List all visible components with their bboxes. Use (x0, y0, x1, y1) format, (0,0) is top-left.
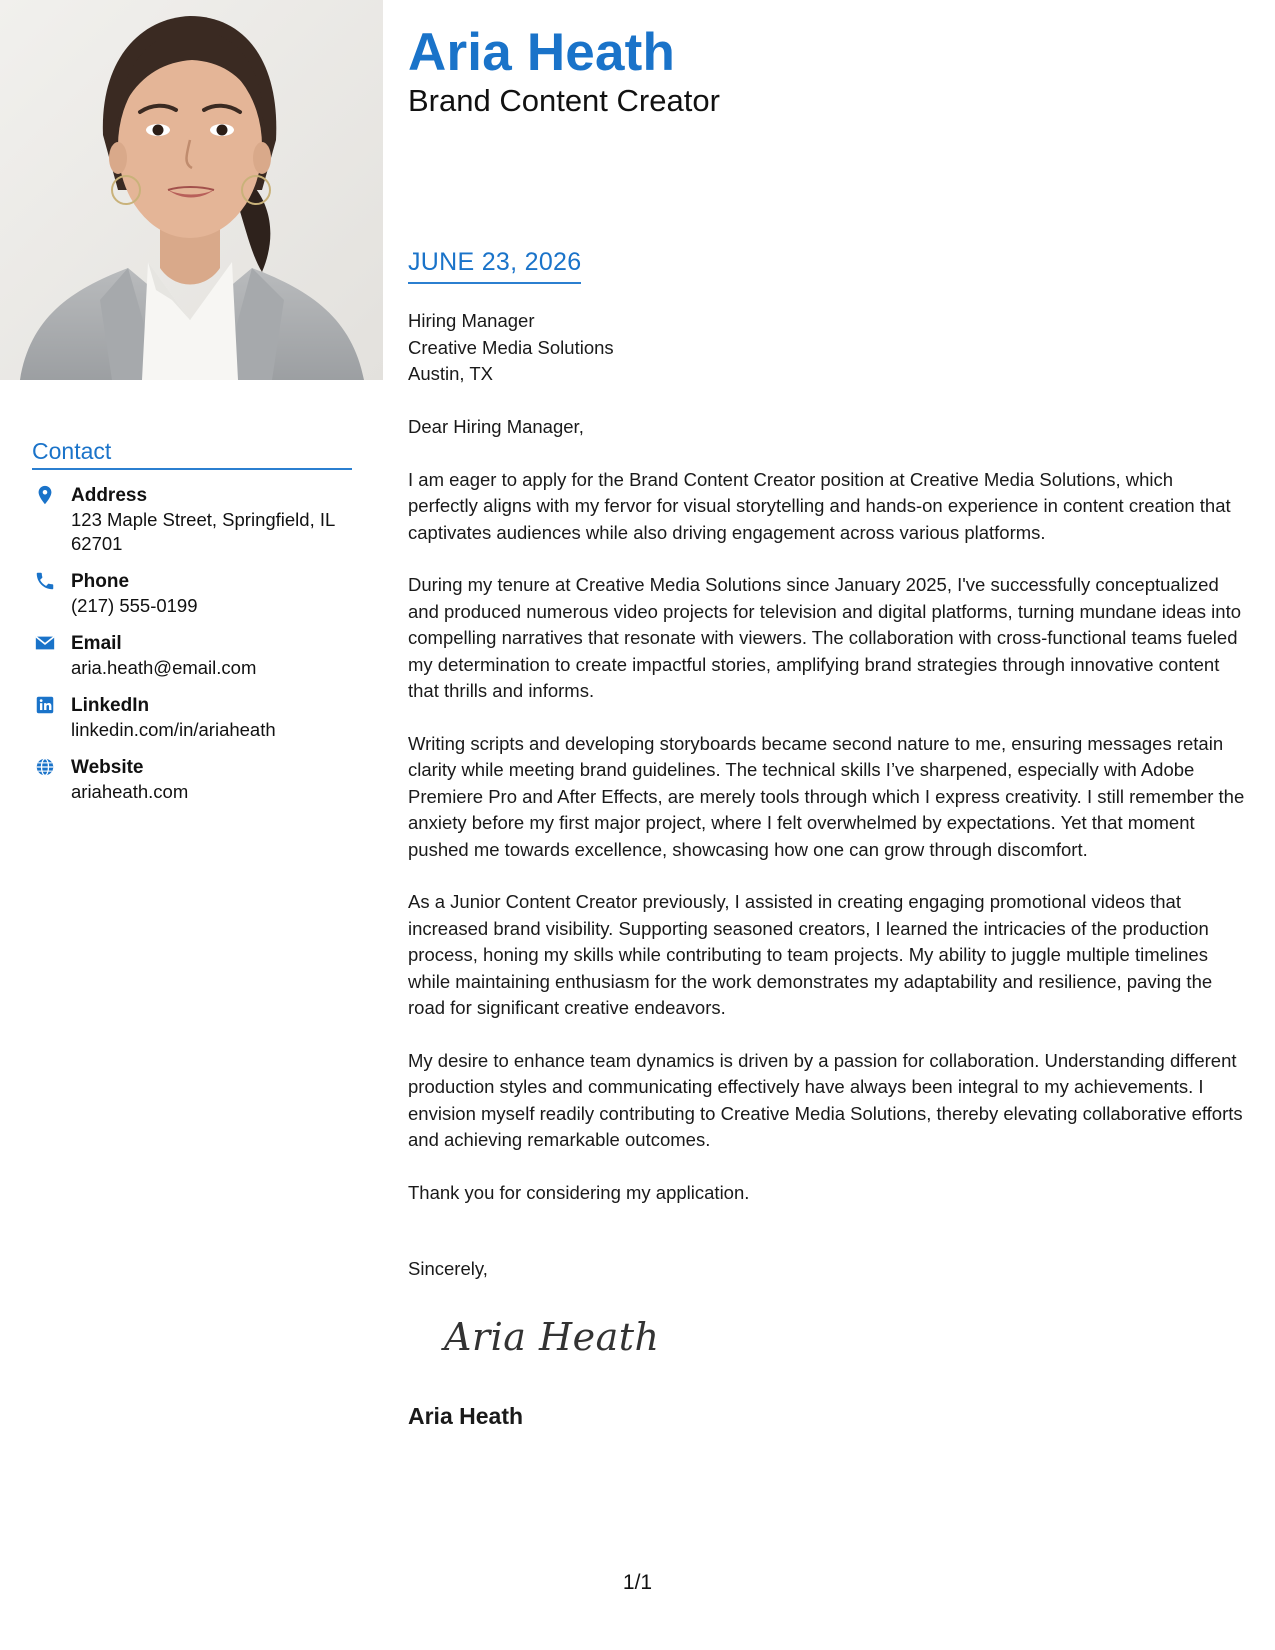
contact-label: LinkedIn (71, 695, 150, 716)
closing: Sincerely, (408, 1258, 488, 1279)
contact-address (32, 484, 362, 556)
recipient-line: Austin, TX (408, 363, 494, 384)
location-pin-icon (34, 484, 56, 506)
contact-website (32, 756, 362, 804)
contact-label: Website (71, 757, 144, 778)
contact-email (32, 632, 362, 680)
applicant-name: Aria Heath (408, 23, 676, 82)
contact-value: ariaheath.com (71, 781, 189, 802)
salutation: Dear Hiring Manager, (408, 416, 584, 437)
contact-list (32, 484, 362, 818)
contact-label: Address (71, 485, 148, 506)
contact-value: aria.heath@email.com (71, 657, 257, 678)
phone-icon (34, 570, 56, 592)
contact-label: Email (71, 633, 122, 654)
contact-phone (32, 570, 362, 618)
body-paragraph: During my tenure at Creative Media Solutions since January 2025, I've successfully conceptualized and produced numerous video projects for television and digital platforms, turning mundane ideas into compelling narratives that resonate with viewers. The collaboration with cross-functional teams fueled my determination to create impactful stories, amplifying brand strategies through innovative content that thrills and informs. (408, 574, 1241, 701)
recipient-block (408, 308, 614, 388)
signature-text: Aria Heath (444, 1315, 660, 1359)
contact-label: Phone (71, 571, 130, 592)
body-paragraph: Writing scripts and developing storyboards became second nature to me, ensuring messages retain clarity while meeting brand guidelines. The technical skills I’ve sharpened, especially with Adobe Premiere Pro and After Effects, are merely tools through which I express creativity. I still remember the anxiety before my first major project, where I felt overwhelmed by expectations. Yet that moment pushed me towards excellence, showcasing how one can grow through discomfort. (408, 732, 1245, 860)
letter-body (408, 414, 1248, 1232)
body-paragraph: I am eager to apply for the Brand Content Creator position at Creative Media Solutions, which perfectly aligns with my fervor for visual storytelling and hands-on experience in content creation that captivates audiences while also driving engagement across various platforms. (408, 468, 1231, 543)
contact-value: 123 Maple Street, Springfield, IL 62701 (71, 509, 335, 554)
envelope-icon (34, 632, 56, 654)
contact-value: (217) 555-0199 (71, 595, 198, 616)
profile-photo (0, 0, 383, 380)
signature (440, 1306, 700, 1366)
recipient-line: Creative Media Solutions (408, 336, 614, 358)
contact-heading: Contact (32, 438, 352, 470)
contact-value: linkedin.com/in/ariaheath (71, 719, 276, 740)
applicant-role: Brand Content Creator (408, 83, 720, 118)
sidebar (0, 0, 383, 1650)
contact-linkedin (32, 694, 362, 742)
letter-date: JUNE 23, 2026 (408, 248, 581, 284)
linkedin-icon (34, 694, 56, 716)
body-paragraph: Thank you for considering my application. (408, 1181, 750, 1203)
page-number: 1/1 (622, 1571, 653, 1594)
body-paragraph: My desire to enhance team dynamics is driven by a passion for collaboration. Understanding different production styles and communicating effectively have always been integral to my achievements. I envision myself readily contributing to Creative Media Solutions, thereby elevating collaborative efforts and achieving remarkable outcomes. (408, 1049, 1243, 1150)
globe-icon (34, 756, 56, 778)
body-paragraph: As a Junior Content Creator previously, I assisted in creating engaging promotional videos that increased brand visibility. Supporting seasoned creators, I learned the intricacies of the production process, honing my skills while contributing to team projects. My ability to juggle multiple timelines while maintaining enthusiasm for the work demonstrates my adaptability and resilience, paving the road for significant creative endeavors. (408, 891, 1213, 1018)
recipient-line: Hiring Manager (408, 310, 535, 331)
signed-name: Aria Heath (408, 1403, 524, 1429)
